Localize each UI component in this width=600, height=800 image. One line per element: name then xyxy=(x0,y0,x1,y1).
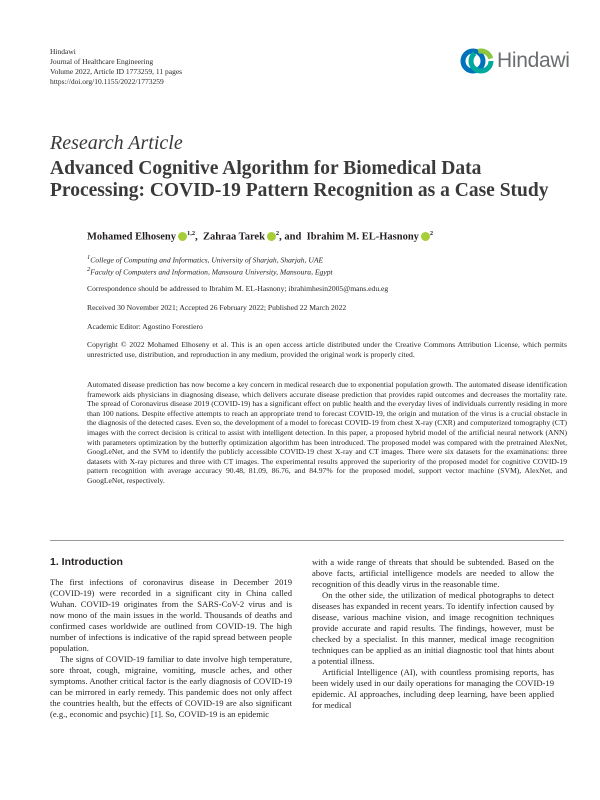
page-title: Advanced Cognitive Algorithm for Biomedical Data Processing: COVID-19 Pattern Recognition as a Case Study xyxy=(50,158,549,201)
affiliation-item xyxy=(87,265,567,277)
copyright-notice: Copyright © 2022 Mohamed Elhoseny et al. This is an open access article distributed under the Creative Commons Attribution License, which permits unrestricted use, distribution, and reproduction in any medium, provided the original work is properly cited. xyxy=(87,340,567,359)
author-affil-sup: 2 xyxy=(275,230,280,237)
author-list xyxy=(87,230,433,243)
affiliations xyxy=(87,253,567,277)
body-column-right xyxy=(312,557,554,711)
affiliation-text: Faculty of Computers and Information, Mansoura University, Mansoura, Egypt xyxy=(90,267,333,277)
abstract-text: Automated disease prediction has now become a key concern in medical research due to exponential population growth. The automated disease identification framework aids physicians in diagnosing disease, which delivers accurate disease prediction that provides rapid outcomes and decreases the mortality rate. The spread of Coronavirus disease 2019 (COVID-19) has a significant effect on public health and the everyday lives of individuals currently residing in more than 100 nations. Despite effective attempts to reach an appropriate trend to forecast COVID-19, the origin and mutation of the virus is a crucial obstacle in the diagnosis of the detected cases. Even so, the development of a model to forecast COVID-19 from chest X-ray (CXR) and computerized tomography (CT) images with the correct decision is critical to assist with intelligent detection. In this paper, a proposed hybrid model of the artificial neural network (ANN) with parameters optimization by the butterfly optimization algorithm has been introduced. The proposed model was compared with the pretrained AlexNet, GoogLeNet, and the SVM to identify the publicly accessible COVID-19 chest X-ray and CT images. There were six datasets for the examinations: three datasets with X-ray pictures and three with CT images. The experimental results approved the superiority of the proposed model for cognitive COVID-19 pattern recognition with average accuracy 90.48, 81.09, 86.76, and 84.97% for the proposed model, support vector machine (SVM), AlexNet, and GoogLeNet, respectively. xyxy=(87,380,567,485)
author-name[interactable]: Mohamed Elhoseny xyxy=(87,231,176,243)
abstract xyxy=(87,380,567,486)
hindawi-logo-icon xyxy=(460,44,494,78)
academic-editor: Academic Editor: Agostino Forestiero xyxy=(87,322,203,331)
paragraph: with a wide range of threats that should be subtended. Based on the above facts, artificial intelligence models are needed to allow the recognition of this deadly virus in the reasonable time. xyxy=(312,557,554,589)
section-heading: 1. Introduction xyxy=(50,556,123,568)
paragraph: The signs of COVID-19 familiar to date involve high temperature, sore throat, cough, migraine, vomiting, muscle aches, and other symptoms. Another critical factor is the early diagnosis of COVID-19 can be mirrored in early remedy. This pandemic does not only affect the countries health, but the effects of COVID-19 are also significant (e.g., economic and psychic) [1]. So, COVID-19 is an epidemic xyxy=(50,654,292,719)
publication-dates: Received 30 November 2021; Accepted 26 February 2022; Published 22 March 2022 xyxy=(87,303,347,312)
volume-line: Volume 2022, Article ID 1773259, 11 pages xyxy=(50,67,183,76)
author-separator: , xyxy=(195,231,198,243)
orcid-icon[interactable] xyxy=(267,232,276,241)
journal-info xyxy=(50,47,182,87)
author-separator: , and xyxy=(279,231,302,243)
orcid-icon[interactable] xyxy=(178,232,187,241)
author-affil-sup: 2 xyxy=(429,230,434,237)
doi-link[interactable]: https://doi.org/10.1155/2022/1773259 xyxy=(50,77,164,86)
logo-text: Hindawi xyxy=(497,49,570,72)
hindawi-logo xyxy=(460,44,570,78)
paragraph: On the other side, the utilization of medical photographs to detect diseases has expanded in recent years. To identify infection caused by disease, various machine vision, and image recognition techniques provide accurate and rapid results. The findings, however, must be checked by a specialist. In this manner, medical image recognition techniques can be applied as an initial diagnostic tool that hints about a potential illness. xyxy=(312,590,554,666)
correspondence: Correspondence should be addressed to Ibrahim M. EL-Hasnony; ibrahimhesin2005@mans.edu.eg xyxy=(87,284,389,293)
affiliation-text: College of Computing and Informatics, University of Sharjah, Sharjah, UAE xyxy=(90,255,324,265)
body-column-left xyxy=(50,557,292,720)
journal-name: Journal of Healthcare Engineering xyxy=(50,57,154,66)
affiliation-sup: 1 xyxy=(87,254,91,261)
orcid-icon[interactable] xyxy=(421,232,430,241)
author-name[interactable]: Zahraa Tarek xyxy=(202,231,265,243)
divider xyxy=(50,540,564,541)
paragraph: The first infections of coronavirus disease in December 2019 (COVID-19) were recorded in a significant city in China called Wuhan. COVID-19 originates from the SARS-CoV-2 virus and is now mono of the main issues in the world. Thousands of deaths and confirmed cases worldwide are outlined from COVID-19. The high number of infections is indicative of the rapid spread between people population. xyxy=(50,577,292,653)
paragraph: Artificial Intelligence (AI), with countless promising reports, has been widely used in our daily operations for managing the COVID-19 epidemic. AI approaches, including deep learning, have been applied for medical xyxy=(312,667,554,710)
affiliation-sup: 2 xyxy=(87,266,91,274)
publisher-name: Hindawi xyxy=(50,47,76,56)
author-name[interactable]: Ibrahim M. EL-Hasnony xyxy=(306,231,419,243)
affiliation-item xyxy=(87,253,567,265)
author-affil-sup: 1,2 xyxy=(186,230,196,237)
article-type: Research Article xyxy=(50,132,183,154)
